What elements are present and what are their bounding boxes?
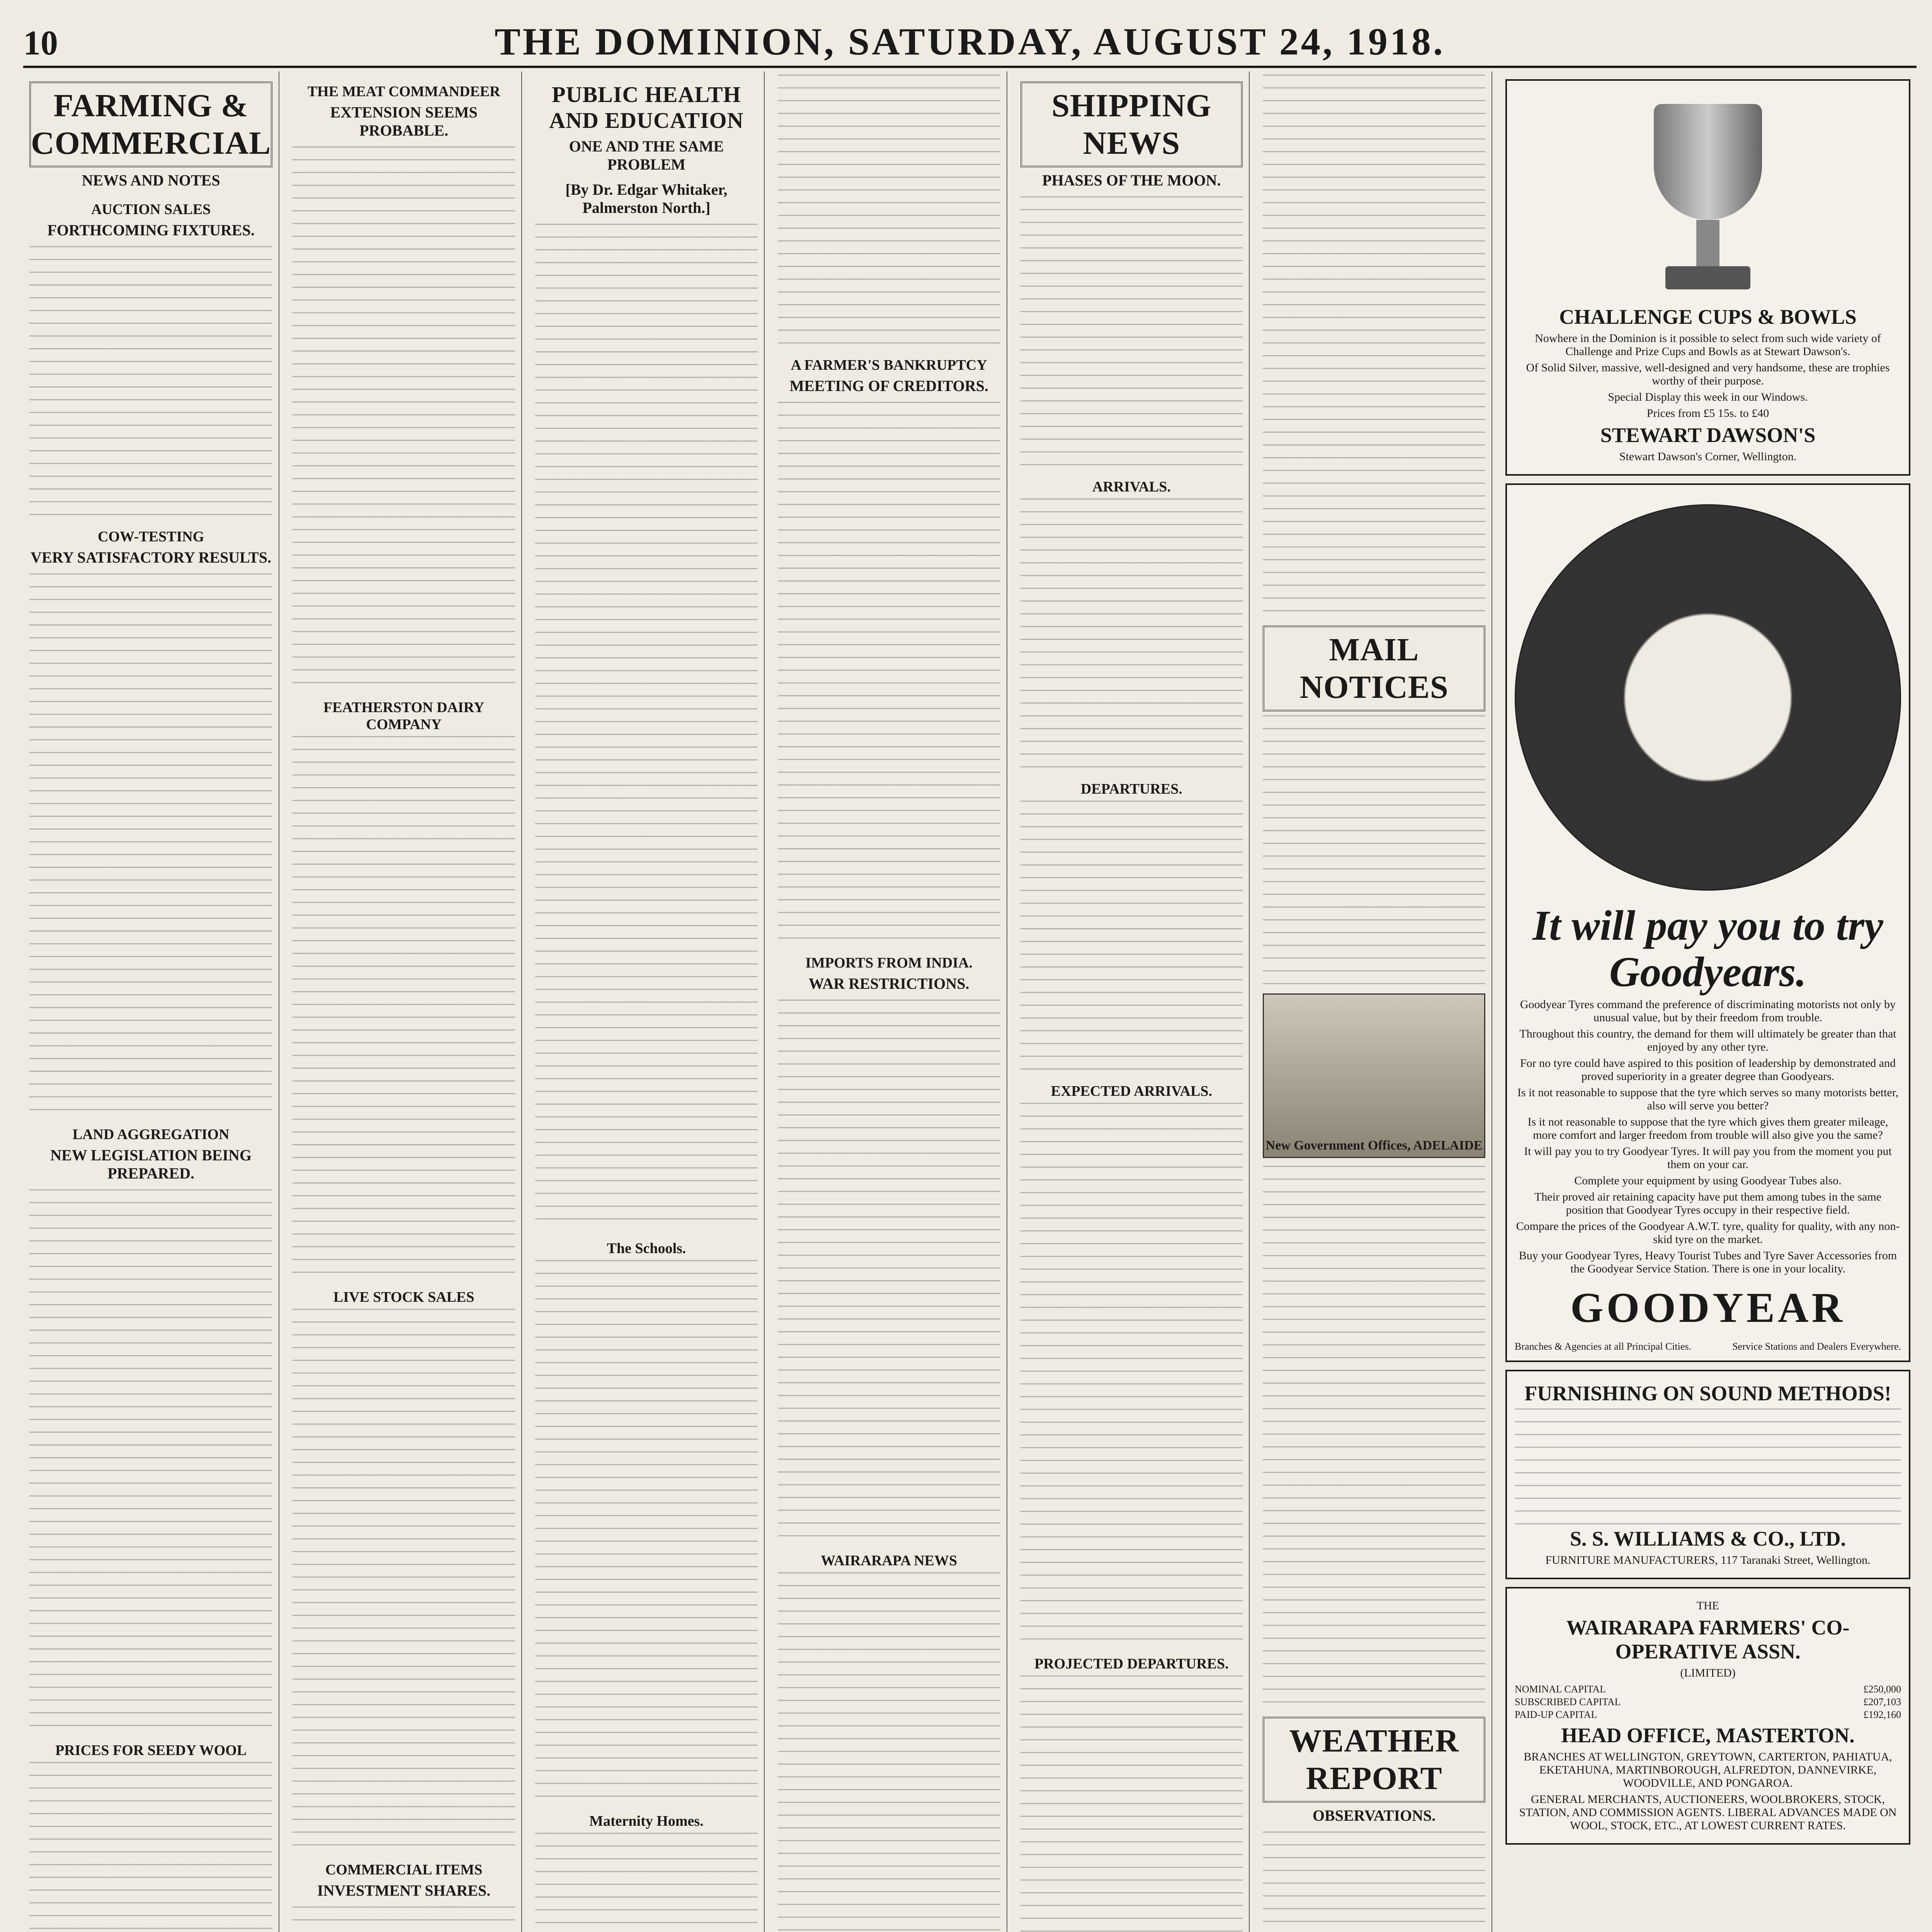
headline: COMMERCIAL ITEMS [325, 1862, 483, 1878]
ad-text: Of Solid Silver, massive, well-designed and very handsome, these are trophies worthy of their purpose. [1526, 361, 1890, 387]
column-grid [23, 71, 1917, 1932]
article-body [293, 1309, 515, 1850]
share-table [293, 1906, 515, 1932]
article-body [778, 402, 1000, 943]
column-5 [1014, 71, 1250, 1932]
article-body [29, 1762, 272, 1932]
subheadline: PHASES OF THE MOON. [1042, 172, 1221, 189]
article-body [1020, 801, 1243, 1071]
article-body [1020, 498, 1243, 769]
capital-label: NOMINAL CAPITAL [1514, 1684, 1606, 1695]
headline: LIVE STOCK SALES [333, 1289, 474, 1305]
capital-row [1515, 1708, 1901, 1721]
subheadline: NEW LEGISLATION BEING PREPARED. [50, 1146, 252, 1182]
subheadline: OBSERVATIONS. [1312, 1807, 1436, 1824]
goodyear-logo: GOODYEAR [1570, 1284, 1845, 1331]
trophy-cup-icon [1638, 96, 1777, 297]
furnishing-ad [1505, 1370, 1910, 1579]
head-office: HEAD OFFICE, MASTERTON. [1561, 1724, 1855, 1747]
ad-footer [1515, 1340, 1901, 1353]
headline: IMPORTS FROM INDIA. [805, 955, 973, 971]
article-body [535, 1833, 758, 1932]
capital-row [1515, 1683, 1901, 1696]
article-body [29, 246, 272, 517]
headline: ARRIVALS. [1092, 479, 1171, 495]
ad-title: CHALLENGE CUPS & BOWLS [1559, 305, 1857, 328]
ad-text: Throughout this country, the demand for them will ultimately be greater than that enjoyed by any other tyre. [1519, 1027, 1896, 1053]
ad-text: Complete your equipment by using Goodyear Tubes also. [1574, 1174, 1842, 1187]
column-3 [529, 71, 765, 1932]
wairarapa-farmers-ad [1505, 1587, 1910, 1845]
section-subtitle: NEWS AND NOTES [82, 172, 220, 189]
ad-price: Prices from £5 15s. to £40 [1646, 407, 1769, 420]
masthead-title: THE DOMINION, SATURDAY, AUGUST 24, 1918. [495, 20, 1445, 63]
ad-text: Is it not reasonable to suppose that the tyre which serves so many motorists better, also will serve you better? [1517, 1086, 1899, 1112]
ad-text: THE [1696, 1599, 1719, 1612]
ad-firm: S. S. WILLIAMS & CO., LTD. [1570, 1527, 1846, 1550]
branches: BRANCHES AT WELLINGTON, GREYTOWN, CARTERTON, PAHIATUA, EKETAHUNA, MARTINBOROUGH, ALFREDTON, DANNEVIRKE, WOODVILLE, AND PONGAROA. [1524, 1750, 1892, 1789]
ad-address: Stewart Dawson's Corner, Wellington. [1619, 450, 1797, 463]
headline: DEPARTURES. [1080, 781, 1182, 797]
subheadline: WAR RESTRICTIONS. [808, 975, 969, 992]
headline: PUBLIC HEALTH AND EDUCATION [549, 82, 744, 133]
headline: PROJECTED DEPARTURES. [1034, 1656, 1229, 1672]
article-body [1263, 1166, 1485, 1707]
ad-title: WAIRARAPA FARMERS' CO-OPERATIVE ASSN. [1566, 1616, 1850, 1663]
capital-label: PAID-UP CAPITAL [1514, 1709, 1597, 1720]
column-2 [286, 71, 522, 1932]
capital-label: SUBSCRIBED CAPITAL [1514, 1696, 1621, 1708]
headline: SHIPPING NEWS [1020, 82, 1243, 167]
article-body [1263, 715, 1485, 986]
subheadline: EXTENSION SEEMS PROBABLE. [330, 104, 478, 139]
subhead: The Schools. [607, 1240, 686, 1257]
byline: [By Dr. Edgar Whitaker, Palmerston North.] [565, 181, 728, 216]
article-body [293, 146, 515, 687]
ad-text: Their proved air retaining capacity have put them among tubes in the same position that Goodyear Tyres occupy in their respective field. [1534, 1190, 1881, 1216]
building-illustration [1263, 993, 1485, 1158]
ad-text: It will pay you to try Goodyear Tyres. It will pay you from the moment you put them on your car. [1524, 1145, 1892, 1171]
moon-table [1020, 196, 1243, 467]
ad-body [1515, 1408, 1901, 1524]
ad-text: For no tyre could have aspired to this position of leadership by demonstrated and proved superiority in a greater degree than Goodyears. [1520, 1057, 1896, 1083]
section-title: FARMING & COMMERCIAL [29, 82, 272, 167]
ad-text: Goodyear Tyres command the preference of discriminating motorists not only by unusual value, but by their freedom from trouble. [1520, 998, 1896, 1024]
article-body [29, 1189, 272, 1730]
ad-headline: It will pay you to try Goodyears. [1532, 902, 1883, 995]
ad-text: Special Display this week in our Windows. [1608, 391, 1808, 403]
article-body [29, 573, 272, 1114]
headline: AUCTION SALES [91, 201, 211, 218]
article-body [535, 1260, 758, 1801]
article-body [535, 224, 758, 1228]
article-body [778, 1000, 1000, 1541]
capital-value: £250,000 [1863, 1684, 1901, 1695]
capital-value: £192,160 [1863, 1709, 1901, 1720]
trade-lines: GENERAL MERCHANTS, AUCTIONEERS, WOOLBROKERS, STOCK, STATION, AND COMMISSION AGENTS. LIBERAL ADVANCES MADE ON WOOL, STOCK, ETC., AT LOWEST CURRENT RATES. [1519, 1793, 1897, 1832]
ad-text: FURNITURE MANUFACTURERS, 117 Taranaki Street, Wellington. [1545, 1554, 1871, 1566]
article-body [293, 736, 515, 1277]
ad-footer-left: Branches & Agencies at all Principal Cities. [1514, 1341, 1692, 1352]
subheadline: ONE AND THE SAME PROBLEM [569, 138, 724, 173]
ad-title: FURNISHING ON SOUND METHODS! [1524, 1382, 1891, 1405]
article-body [778, 75, 1000, 345]
goodyear-ad [1505, 483, 1910, 1362]
ad-firm: STEWART DAWSON'S [1600, 423, 1816, 447]
illustration-caption: New Government Offices, ADELAIDE [1265, 1138, 1483, 1153]
subheadline: INVESTMENT SHARES. [317, 1882, 491, 1899]
headline: WEATHER REPORT [1263, 1717, 1485, 1803]
subheadline: VERY SATISFACTORY RESULTS. [31, 549, 272, 566]
article-body [1020, 1675, 1243, 1932]
capital-value: £207,103 [1863, 1696, 1901, 1708]
headline: LAND AGGREGATION [72, 1126, 230, 1143]
headline: FEATHERSTON DAIRY COMPANY [323, 699, 485, 733]
ad-text: Compare the prices of the Goodyear A.W.T. tyre, quality for quality, with any non-skid tyre on the market. [1516, 1220, 1900, 1246]
ad-text: Buy your Goodyear Tyres, Heavy Tourist Tubes and Tyre Saver Accessories from the Goodyear Service Station. There is one in your locality. [1519, 1249, 1897, 1275]
weather-table [1263, 1832, 1485, 1932]
column-6 [1257, 71, 1492, 1932]
headline: A FARMER'S BANKRUPTCY [791, 357, 987, 373]
column-7-ads [1499, 71, 1917, 1932]
article-body [1020, 1103, 1243, 1644]
ad-text: Is it not reasonable to suppose that the tyre which gives them greater mileage, more comfort and larger freedom from trouble will also give you the same? [1527, 1116, 1888, 1141]
article-body [778, 1572, 1000, 1932]
ad-text: (LIMITED) [1680, 1667, 1736, 1679]
column-4 [772, 71, 1007, 1932]
subheadline: MEETING OF CREDITORS. [789, 377, 988, 395]
ad-text: Nowhere in the Dominion is it possible to select from such wide variety of Challenge and Prize Cups and Bowls as at Stewart Dawson's. [1535, 332, 1881, 358]
headline: THE MEAT COMMANDEER [307, 83, 500, 100]
column-1 [23, 71, 279, 1932]
headline: EXPECTED ARRIVALS. [1051, 1083, 1213, 1099]
article-body [1263, 75, 1485, 616]
ad-footer-right: Service Stations and Dealers Everywhere. [1732, 1341, 1901, 1352]
challenge-cups-ad [1505, 79, 1910, 476]
subhead: Maternity Homes. [589, 1813, 704, 1829]
headline: COW-TESTING [98, 529, 204, 545]
headline: WAIRARAPA NEWS [821, 1553, 957, 1569]
masthead [23, 8, 1917, 68]
subheadline: FORTHCOMING FIXTURES. [47, 221, 255, 239]
headline: PRICES FOR SEEDY WOOL [55, 1742, 247, 1759]
capital-row [1515, 1696, 1901, 1708]
headline: MAIL NOTICES [1263, 626, 1485, 711]
tyre-icon [1515, 504, 1901, 891]
page-number: 10 [23, 24, 58, 62]
